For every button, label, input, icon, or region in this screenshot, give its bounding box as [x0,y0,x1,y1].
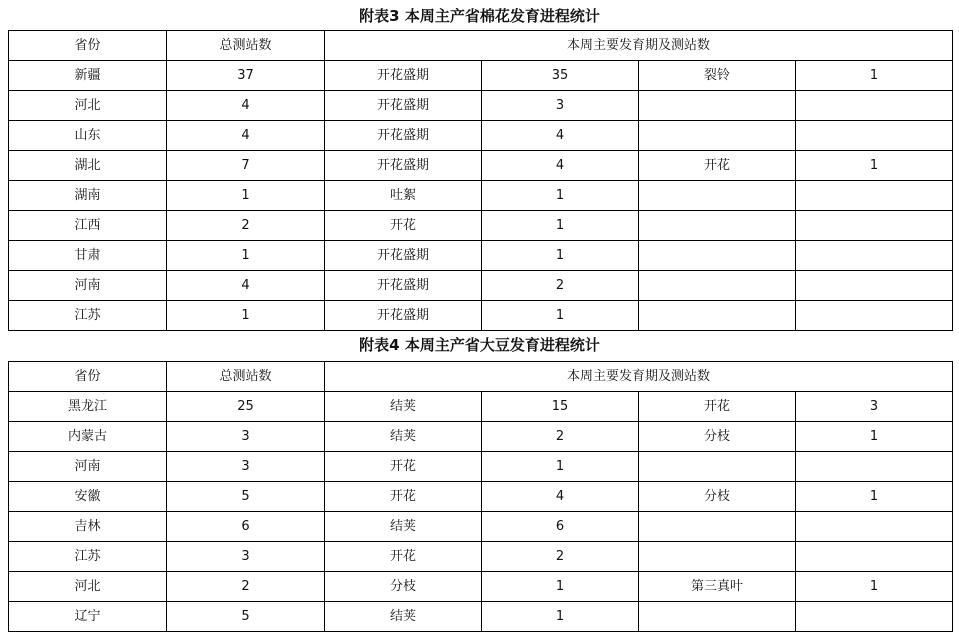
stage1-cell: 开花 [325,542,482,572]
stage2-cell [639,542,796,572]
province-cell: 河南 [9,271,167,301]
count1-cell: 1 [482,301,639,331]
total-stations-cell: 3 [167,542,325,572]
cotton-progress-table [8,30,953,331]
header-total-stations: 总测站数 [167,31,325,61]
table-row [9,542,953,572]
count1-cell: 1 [482,211,639,241]
table-row [9,572,953,602]
table-row [9,61,953,91]
stage2-cell: 第三真叶 [639,572,796,602]
table-row [9,512,953,542]
total-stations-cell: 5 [167,482,325,512]
stage1-cell: 吐絮 [325,181,482,211]
count2-cell [796,91,953,121]
total-stations-cell: 7 [167,151,325,181]
province-cell: 湖南 [9,181,167,211]
stage2-cell: 分枝 [639,422,796,452]
count1-cell: 4 [482,151,639,181]
count2-cell: 1 [796,151,953,181]
total-stations-cell: 4 [167,271,325,301]
stage2-cell: 分枝 [639,482,796,512]
total-stations-cell: 3 [167,452,325,482]
province-cell: 新疆 [9,61,167,91]
table-row [9,211,953,241]
stage1-cell: 结荚 [325,512,482,542]
count2-cell [796,121,953,151]
stage2-cell [639,512,796,542]
stage1-cell: 开花 [325,482,482,512]
table4-title: 附表4 本周主产省大豆发育进程统计 [359,336,600,354]
count2-cell: 1 [796,482,953,512]
total-stations-cell: 37 [167,61,325,91]
count2-cell [796,211,953,241]
count2-cell: 1 [796,422,953,452]
table-row [9,241,953,271]
header-row [9,31,953,61]
count2-cell [796,181,953,211]
province-cell: 吉林 [9,512,167,542]
count1-cell: 1 [482,181,639,211]
table-row [9,151,953,181]
header-total-stations: 总测站数 [167,362,325,392]
count1-cell: 4 [482,121,639,151]
count2-cell [796,271,953,301]
stage1-cell: 开花盛期 [325,151,482,181]
province-cell: 江西 [9,211,167,241]
total-stations-cell: 5 [167,602,325,632]
table-row [9,392,953,422]
total-stations-cell: 1 [167,181,325,211]
province-cell: 山东 [9,121,167,151]
province-cell: 辽宁 [9,602,167,632]
stage2-cell: 裂铃 [639,61,796,91]
stage2-cell [639,211,796,241]
total-stations-cell: 2 [167,572,325,602]
stage1-cell: 开花 [325,211,482,241]
count1-cell: 1 [482,572,639,602]
total-stations-cell: 2 [167,211,325,241]
count2-cell: 1 [796,572,953,602]
total-stations-cell: 1 [167,301,325,331]
stage2-cell [639,301,796,331]
total-stations-cell: 1 [167,241,325,271]
count1-cell: 2 [482,542,639,572]
header-row [9,362,953,392]
soybean-progress-table [8,361,953,632]
header-province: 省份 [9,362,167,392]
stage2-cell [639,271,796,301]
count1-cell: 35 [482,61,639,91]
total-stations-cell: 25 [167,392,325,422]
province-cell: 江苏 [9,301,167,331]
count1-cell: 15 [482,392,639,422]
soybean-table-body [9,362,953,632]
province-cell: 安徽 [9,482,167,512]
table-row [9,452,953,482]
stage2-cell: 开花 [639,151,796,181]
stage1-cell: 开花盛期 [325,121,482,151]
stage1-cell: 结荚 [325,602,482,632]
table-row [9,91,953,121]
count2-cell [796,512,953,542]
count1-cell: 3 [482,91,639,121]
total-stations-cell: 6 [167,512,325,542]
count1-cell: 6 [482,512,639,542]
count2-cell [796,542,953,572]
header-province: 省份 [9,31,167,61]
total-stations-cell: 4 [167,121,325,151]
stage1-cell: 开花盛期 [325,271,482,301]
province-cell: 内蒙古 [9,422,167,452]
table-row [9,602,953,632]
count1-cell: 1 [482,602,639,632]
stage1-cell: 开花 [325,452,482,482]
count2-cell: 1 [796,61,953,91]
stage2-cell [639,181,796,211]
header-stages: 本周主要发育期及测站数 [325,31,953,61]
stage1-cell: 分枝 [325,572,482,602]
province-cell: 河南 [9,452,167,482]
stage1-cell: 开花盛期 [325,241,482,271]
count1-cell: 2 [482,422,639,452]
count1-cell: 1 [482,241,639,271]
table-row [9,271,953,301]
province-cell: 黑龙江 [9,392,167,422]
province-cell: 湖北 [9,151,167,181]
count2-cell [796,452,953,482]
stage2-cell [639,452,796,482]
table-row [9,181,953,211]
stage2-cell [639,91,796,121]
stage2-cell [639,121,796,151]
stage2-cell: 开花 [639,392,796,422]
table-row [9,482,953,512]
count2-cell [796,301,953,331]
total-stations-cell: 4 [167,91,325,121]
table3-title: 附表3 本周主产省棉花发育进程统计 [359,7,600,25]
stage2-cell [639,602,796,632]
stage1-cell: 开花盛期 [325,301,482,331]
table-row [9,121,953,151]
table-row [9,422,953,452]
count1-cell: 2 [482,271,639,301]
header-stages: 本周主要发育期及测站数 [325,362,953,392]
count2-cell [796,241,953,271]
province-cell: 甘肃 [9,241,167,271]
count1-cell: 1 [482,452,639,482]
stage1-cell: 开花盛期 [325,61,482,91]
stage2-cell [639,241,796,271]
table-row [9,301,953,331]
cotton-table-body [9,31,953,331]
province-cell: 江苏 [9,542,167,572]
total-stations-cell: 3 [167,422,325,452]
stage1-cell: 开花盛期 [325,91,482,121]
count2-cell: 3 [796,392,953,422]
count2-cell [796,602,953,632]
province-cell: 河北 [9,572,167,602]
province-cell: 河北 [9,91,167,121]
stage1-cell: 结荚 [325,392,482,422]
stage1-cell: 结荚 [325,422,482,452]
count1-cell: 4 [482,482,639,512]
